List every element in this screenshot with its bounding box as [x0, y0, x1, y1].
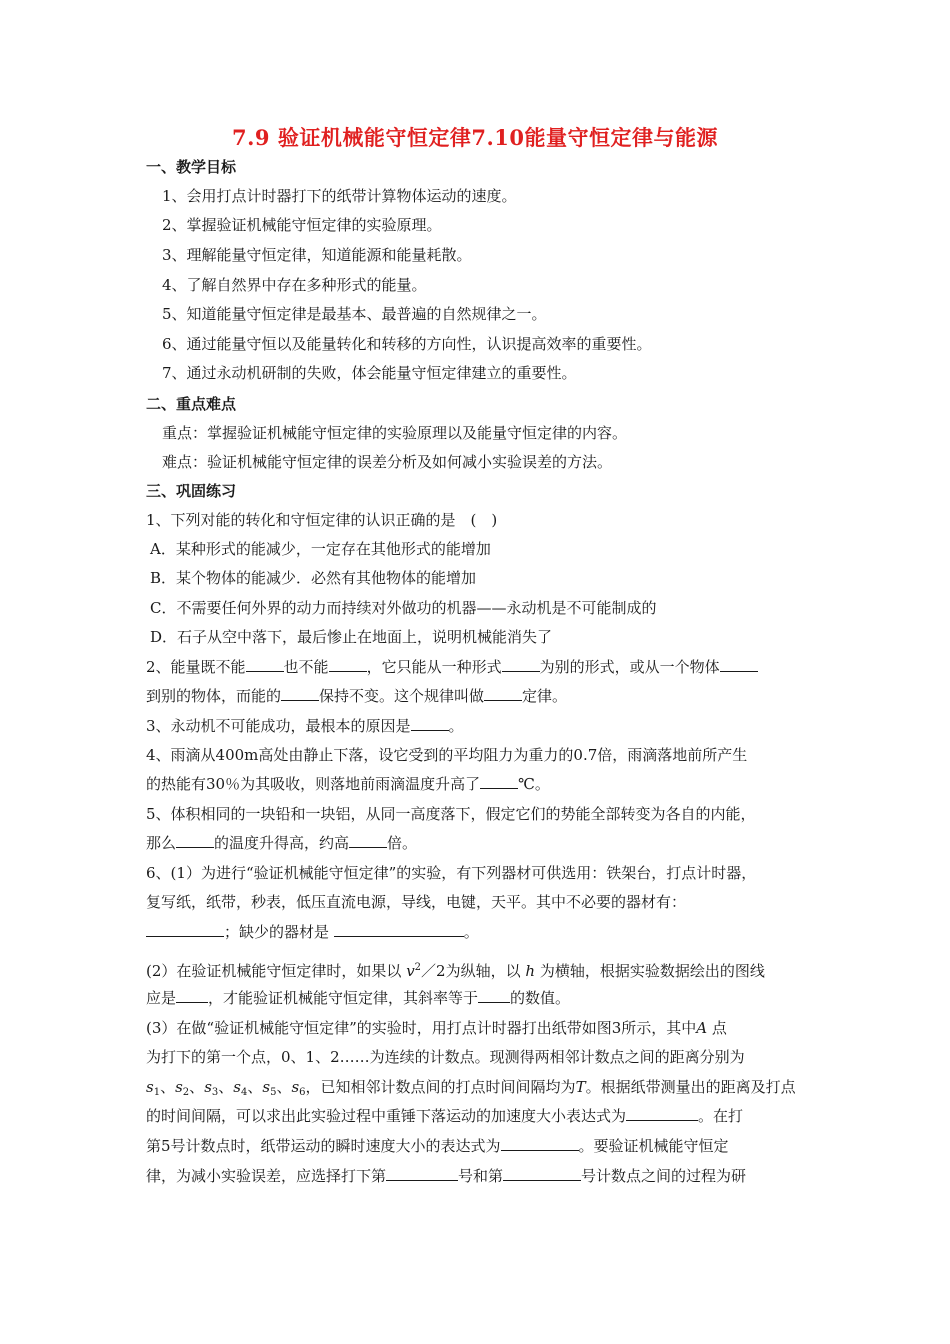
- answer-blank[interactable]: [411, 716, 449, 731]
- variable-s: s: [146, 1078, 154, 1096]
- section-heading-objectives: 一、教学目标: [146, 158, 237, 176]
- question-6-part-3-line-1: [146, 1018, 727, 1038]
- question-6-text: ；缺少的器材是: [224, 923, 330, 941]
- question-6-part-3-line-3: $s_1$、$s_2$、$s_3$、$s_4$、$s_5$、$s_6$，已知相邻计数点间的打点时间间隔均为T。根据纸带测量出的距离及打点: [146, 1078, 796, 1098]
- question-6-text: 。要验证机械能守恒定: [578, 1137, 729, 1155]
- question-3-text: 。: [448, 717, 464, 735]
- objective-item: 3、理解能量守恒定律，知道能源和能量耗散。: [162, 246, 472, 264]
- question-4-text: ℃。: [518, 775, 550, 793]
- variable-s: s: [204, 1078, 212, 1096]
- question-2-text: 保持不变。这个规律叫做: [319, 687, 485, 705]
- question-6-text: 的数值。: [510, 989, 571, 1007]
- subscript: 3: [211, 1087, 219, 1098]
- question-2-text: ，它只能从一种形式: [366, 658, 502, 676]
- answer-blank[interactable]: [501, 1136, 579, 1151]
- question-6-line-1: 6、(1）为进行“验证机械能守恒定律”的实验，有下列器材可供选用：铁架台，打点计时器，: [146, 864, 757, 882]
- question-1-option-a: A．某种形式的能减少，一定存在其他形式的能增加: [150, 540, 491, 558]
- question-6-part-2-line-1: [146, 958, 765, 981]
- question-6-part-3-line-4: [146, 1106, 743, 1126]
- question-6-part-2-line-2: [146, 988, 570, 1008]
- subscript: 1: [153, 1087, 161, 1098]
- question-6-text: 第5号计数点时，纸带运动的瞬时速度大小的表达式为: [146, 1137, 501, 1155]
- answer-blank[interactable]: [176, 988, 208, 1003]
- question-5-line-1: 5、体积相同的一块铅和一块铝，从同一高度落下，假定它们的势能全部转变为各自的内能，: [146, 805, 756, 823]
- question-4-text: 的热能有30％为其吸收，则落地前雨滴温度升高了: [146, 775, 481, 793]
- question-2-text: 定律。: [522, 687, 568, 705]
- question-1-option-c: C．不需要任何外界的动力而持续对外做功的机器——永动机是不可能制成的: [150, 599, 657, 617]
- question-4-line-2: [146, 774, 550, 794]
- question-6-text: ／2为纵轴，以: [421, 962, 521, 980]
- question-5-text: 的温度升得高，约高: [214, 834, 350, 852]
- question-6-text: 应是: [146, 989, 177, 1007]
- subscript: 6: [299, 1087, 306, 1098]
- answer-blank[interactable]: [484, 686, 522, 701]
- objective-item: 2、掌握验证机械能守恒定律的实验原理。: [162, 216, 442, 234]
- question-6-text: 的时间间隔，可以求出此实验过程中重锤下落运动的加速度大小表达式为: [146, 1107, 627, 1125]
- answer-blank[interactable]: [626, 1106, 698, 1121]
- document-title: 7.9 验证机械能守恒定律7.10能量守恒定律与能源: [232, 125, 718, 150]
- question-1-stem: 1、下列对能的转化和守恒定律的认识正确的是 ( ): [146, 511, 498, 529]
- objective-item: 1、会用打点计时器打下的纸带计算物体运动的速度。: [162, 187, 517, 205]
- question-6-text: 号和第: [458, 1167, 504, 1185]
- question-2-text: 为别的形式，或从一个物体: [539, 658, 720, 676]
- subscript: 5: [270, 1087, 277, 1098]
- objective-item: 5、知道能量守恒定律是最基本、最普遍的自然规律之一。: [162, 305, 547, 323]
- variable-t: T: [575, 1078, 586, 1096]
- variable-v: v: [406, 962, 415, 980]
- question-2-text: 2、能量既不能: [146, 658, 246, 676]
- question-6-text: ，已知相邻计数点间的打点时间间隔均为: [305, 1078, 576, 1096]
- variable-s: s: [233, 1078, 241, 1096]
- question-6-text: 。: [463, 923, 479, 941]
- answer-blank[interactable]: [502, 657, 540, 672]
- question-6-line-3: [146, 922, 479, 942]
- question-2-text: 到别的物体，而能的: [146, 687, 282, 705]
- answer-blank[interactable]: [281, 686, 319, 701]
- answer-blank[interactable]: [176, 833, 214, 848]
- question-1-option-d: D．石子从空中落下，最后惨止在地面上，说明机械能消失了: [150, 628, 553, 646]
- answer-blank[interactable]: [334, 922, 464, 937]
- question-2-text: 也不能: [283, 658, 329, 676]
- variable-h: h: [525, 962, 536, 980]
- question-5-text: 那么: [146, 834, 177, 852]
- question-5-line-2: [146, 833, 417, 853]
- subscript: 4: [240, 1087, 248, 1098]
- question-3-text: 3、永动机不可能成功，最根本的原因是: [146, 717, 411, 735]
- question-6-text: 为横轴，根据实验数据绘出的图线: [539, 962, 765, 980]
- question-6-text: 点: [711, 1019, 727, 1037]
- answer-blank[interactable]: [349, 833, 387, 848]
- superscript: 2: [414, 962, 422, 973]
- question-2-line-1: [146, 657, 758, 677]
- section-heading-keypoints: 二、重点难点: [146, 395, 237, 413]
- question-6-text: ，才能验证机械能守恒定律，其斜率等于: [208, 989, 479, 1007]
- keypoint-item: 重点：掌握验证机械能守恒定律的实验原理以及能量守恒定律的内容。: [162, 424, 628, 442]
- variable-a: A: [696, 1019, 708, 1037]
- answer-blank[interactable]: [146, 922, 224, 937]
- question-6-text: (2）在验证机械能守恒定律时，如果以: [146, 962, 402, 980]
- question-6-part-3-line-5: [146, 1136, 729, 1156]
- question-6-text: 。在打: [698, 1107, 744, 1125]
- answer-blank[interactable]: [478, 988, 510, 1003]
- question-6-part-3-line-6: [146, 1166, 746, 1186]
- question-4-line-1: 4、雨滴从400m高处由静止下落，设它受到的平均阻力为重力的0.7倍，雨滴落地前所产生: [146, 746, 748, 764]
- answer-blank[interactable]: [246, 657, 284, 672]
- question-6-part-3-line-2: 为打下的第一个点，0、1、2……为连续的计数点。现测得两相邻计数点之间的距离分别为: [146, 1048, 745, 1066]
- objective-item: 4、了解自然界中存在多种形式的能量。: [162, 276, 427, 294]
- keypoint-item: 难点：验证机械能守恒定律的误差分析及如何减小实验误差的方法。: [162, 453, 613, 471]
- subscript: 2: [182, 1087, 190, 1098]
- variable-s: s: [291, 1078, 300, 1096]
- question-6-text: (3）在做“验证机械能守恒定律”的实验时，用打点计时器打出纸带如图3所示，其中: [146, 1019, 697, 1037]
- question-5-text: 倍。: [387, 834, 418, 852]
- question-6-line-2: 复写纸，纸带，秒表，低压直流电源，导线，电键，天平。其中不必要的器材有：: [146, 893, 687, 911]
- question-6-text: 。根据纸带测量出的距离及打点: [585, 1078, 796, 1096]
- answer-blank[interactable]: [503, 1166, 581, 1181]
- variable-s: s: [262, 1078, 271, 1096]
- objective-item: 7、通过永动机研制的失败，体会能量守恒定律建立的重要性。: [162, 364, 577, 382]
- answer-blank[interactable]: [329, 657, 367, 672]
- question-6-text: 律，为减小实验误差，应选择打下第: [146, 1167, 387, 1185]
- question-6-text: 号计数点之间的过程为研: [581, 1167, 747, 1185]
- answer-blank[interactable]: [480, 774, 518, 789]
- answer-blank[interactable]: [720, 657, 758, 672]
- objective-item: 6、通过能量守恒以及能量转化和转移的方向性，认识提高效率的重要性。: [162, 335, 652, 353]
- section-heading-practice: 三、巩固练习: [146, 482, 237, 500]
- question-2-line-2: [146, 686, 567, 706]
- question-1-option-b: B．某个物体的能减少．必然有其他物体的能增加: [150, 569, 477, 587]
- answer-blank[interactable]: [386, 1166, 458, 1181]
- variable-s: s: [175, 1078, 183, 1096]
- question-3: [146, 716, 464, 736]
